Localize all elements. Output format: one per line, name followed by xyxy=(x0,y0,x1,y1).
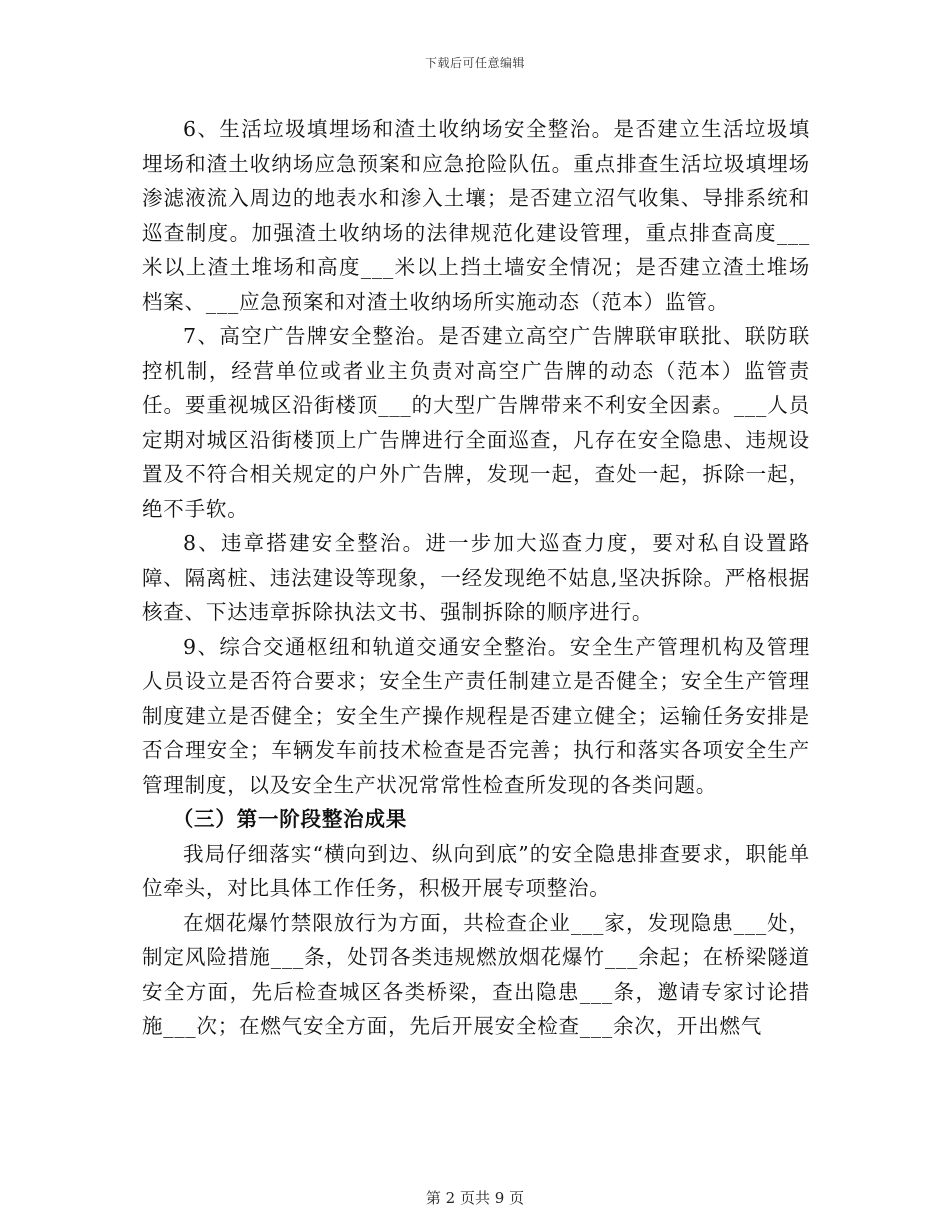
paragraph-item-7: 7、高空广告牌安全整治。是否建立高空广告牌联审联批、联防联控机制，经营单位或者业主负责对高空广告牌的动态（范本）监管责任。要重视城区沿街楼顶___的大型广告牌带来不利安全因素。___人员定期对城区沿街楼顶上广告牌进行全面巡查，凡存在安全隐患、违规设置及不符合相关规定的户外广告牌，发现一起，查处一起，拆除一起，绝不手软。 xyxy=(142,324,810,521)
document-body xyxy=(142,112,810,1044)
paragraph-results-intro: 我局仔细落实“横向到边、纵向到底”的安全隐患排查要求，职能单位牵头，对比具体工作任务，积极开展专项整治。 xyxy=(142,841,810,900)
paragraph-results-details: 在烟花爆竹禁限放行为方面，共检查企业___家，发现隐患___处，制定风险措施___条，处罚各类违规燃放烟花爆竹___余起；在桥梁隧道安全方面，先后检查城区各类桥梁，查出隐患___条，邀请专家讨论措施___次；在燃气安全方面，先后开展安全检查___余次，开出燃气 xyxy=(142,910,810,1038)
section-heading: （三）第一阶段整治成果 xyxy=(172,807,408,831)
page-footer: 第 2 页共 9 页 xyxy=(425,1189,525,1207)
page-header: 下载后可任意编辑 xyxy=(424,56,525,70)
paragraph-item-8: 8、违章搭建安全整治。进一步加大巡查力度，要对私自设置路障、隔离桩、违法建设等现象，一经发现绝不姑息,坚决拆除。严格根据核查、下达违章拆除执法文书、强制拆除的顺序进行。 xyxy=(142,531,810,624)
paragraph-item-6: 6、生活垃圾填埋场和渣土收纳场安全整治。是否建立生活垃圾填埋场和渣土收纳场应急预案和应急抢险队伍。重点排查生活垃圾填埋场渗滤液流入周边的地表水和渗入土壤；是否建立沼气收集、导排系统和巡查制度。加强渣土收纳场的法律规范化建设管理，重点排查高度___米以上渣土堆场和高度___米以上挡土墙安全情况；是否建立渣土堆场档案、___应急预案和对渣土收纳场所实施动态（范本）监管。 xyxy=(142,117,810,314)
paragraph-item-9: 9、综合交通枢纽和轨道交通安全整治。安全生产管理机构及管理人员设立是否符合要求；安全生产责任制建立是否健全；安全生产管理制度建立是否健全；安全生产操作规程是否建立健全；运输任务安排是否合理安全；车辆发车前技术检查是否完善；执行和落实各项安全生产管理制度，以及安全生产状况常常性检查所发现的各类问题。 xyxy=(142,634,810,797)
